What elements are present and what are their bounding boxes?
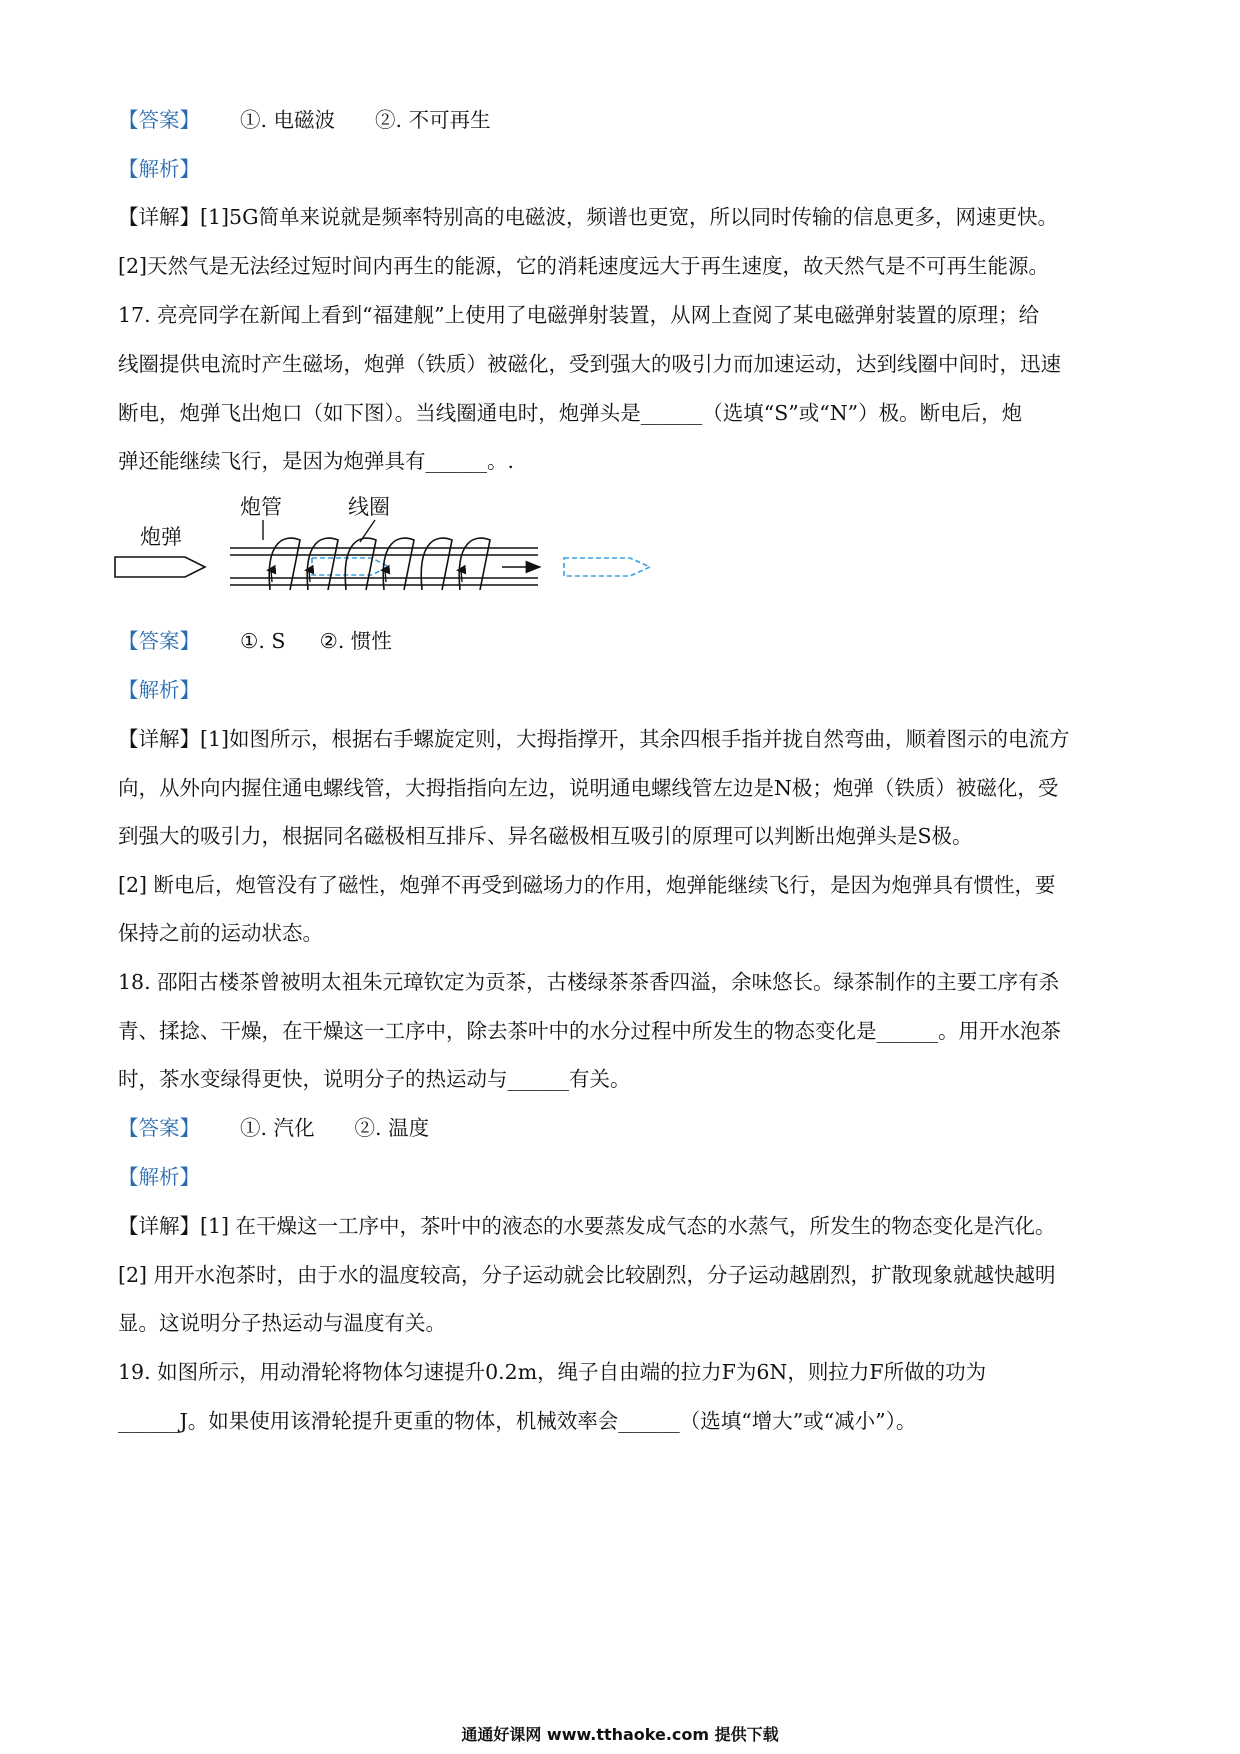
coil-icon: [269, 538, 490, 590]
detail-text: [2]天然气是无法经过短时间内再生的能源，它的消耗速度远大于再生速度，故天然气是不可再生能源。: [118, 254, 1050, 278]
detail-text: 【详解】[1] 在干燥这一工序中，茶叶中的液态的水要蒸发成气态的水蒸气，所发生的物态变化是汽化。: [118, 1214, 1056, 1238]
question-stem: 19. 如图所示，用动滑轮将物体匀速提升0.2m，绳子自由端的拉力F为6N，则拉力F所做的功为: [118, 1360, 987, 1384]
answer-item: ①. 电磁波: [240, 108, 336, 132]
detail-text: [2] 断电后，炮管没有了磁性，炮弹不再受到磁场力的作用，炮弹能继续飞行，是因为炮弹具有惯性，要: [118, 873, 1056, 897]
answer-item: ②. 温度: [354, 1116, 430, 1140]
q17-answer-line: [118, 627, 1128, 655]
question-stem: 18. 邵阳古楼茶曾被明太祖朱元璋钦定为贡茶，古楼绿茶茶香四溢，余味悠长。绿茶制作的主要工序有杀: [118, 970, 1060, 994]
coil-label: 线圈: [348, 495, 390, 519]
answer-tag: 【答案】: [118, 1116, 200, 1140]
dashed-shell-outside-icon: [564, 558, 650, 576]
answer-tag: 【答案】: [118, 108, 200, 132]
q18-answer-line: [118, 1114, 1128, 1142]
question-stem: 断电，炮弹飞出炮口（如下图）。当线圈通电时，炮弹头是______（选填“S”或“N”）极。断电后，炮: [118, 401, 1023, 425]
detail-text: 【详解】[1]如图所示，根据右手螺旋定则，大拇指撑开，其余四根手指并拢自然弯曲，顺着图示的电流方: [118, 727, 1070, 751]
question-stem: 青、揉捻、干燥，在干燥这一工序中，除去茶叶中的水分过程中所发生的物态变化是______。用开水泡茶: [118, 1019, 1061, 1043]
question-stem: 时，茶水变绿得更快，说明分子的热运动与______有关。: [118, 1067, 631, 1091]
q16-answer-line: [118, 106, 1128, 134]
question-stem: 弹还能继续飞行，是因为炮弹具有______。.: [118, 449, 515, 473]
analysis-tag: 【解析】: [118, 678, 200, 702]
current-arrows: [271, 570, 462, 582]
detail-text: 显。这说明分子热运动与温度有关。: [118, 1311, 446, 1335]
answer-tag: 【答案】: [118, 629, 200, 653]
question-stem: 线圈提供电流时产生磁场，炮弹（铁质）被磁化，受到强大的吸引力而加速运动，达到线圈中间时，迅速: [118, 352, 1061, 376]
detail-text: 向，从外向内握住通电螺线管，大拇指指向左边，说明通电螺线管左边是N极；炮弹（铁质）被磁化，受: [118, 776, 1059, 800]
answer-item: ①. 汽化: [240, 1116, 315, 1140]
analysis-tag: 【解析】: [118, 157, 200, 181]
detail-text: 到强大的吸引力，根据同名磁极相互排斥、异名磁极相互吸引的原理可以判断出炮弹头是S极。: [118, 824, 973, 848]
page-footer: 通通好课网 www.tthaoke.com 提供下载: [461, 1725, 779, 1744]
answer-item: ①. S: [240, 629, 286, 653]
dashed-shell-inside-icon: [312, 558, 388, 575]
question-stem: ______J。如果使用该滑轮提升更重的物体，机械效率会______（选填“增大”或“减小”）。: [118, 1409, 917, 1433]
answer-item: ②. 不可再生: [375, 108, 491, 132]
barrel-label: 炮管: [240, 495, 282, 519]
shell-icon: [115, 557, 205, 577]
answer-item: ②. 惯性: [319, 629, 392, 653]
detail-text: 【详解】[1]5G简单来说就是频率特别高的电磁波，频谱也更宽，所以同时传输的信息更多，网速更快。: [118, 205, 1058, 229]
question-stem: 17. 亮亮同学在新闻上看到“福建舰”上使用了电磁弹射装置，从网上查阅了某电磁弹射装置的原理；给: [118, 303, 1040, 327]
detail-text: [2] 用开水泡茶时，由于水的温度较高，分子运动就会比较剧烈，分子运动越剧烈，扩散现象就越快越明: [118, 1263, 1056, 1287]
analysis-tag: 【解析】: [118, 1165, 200, 1189]
railgun-diagram: [110, 490, 690, 600]
detail-text: 保持之前的运动状态。: [118, 921, 323, 945]
shell-label: 炮弹: [140, 525, 182, 549]
